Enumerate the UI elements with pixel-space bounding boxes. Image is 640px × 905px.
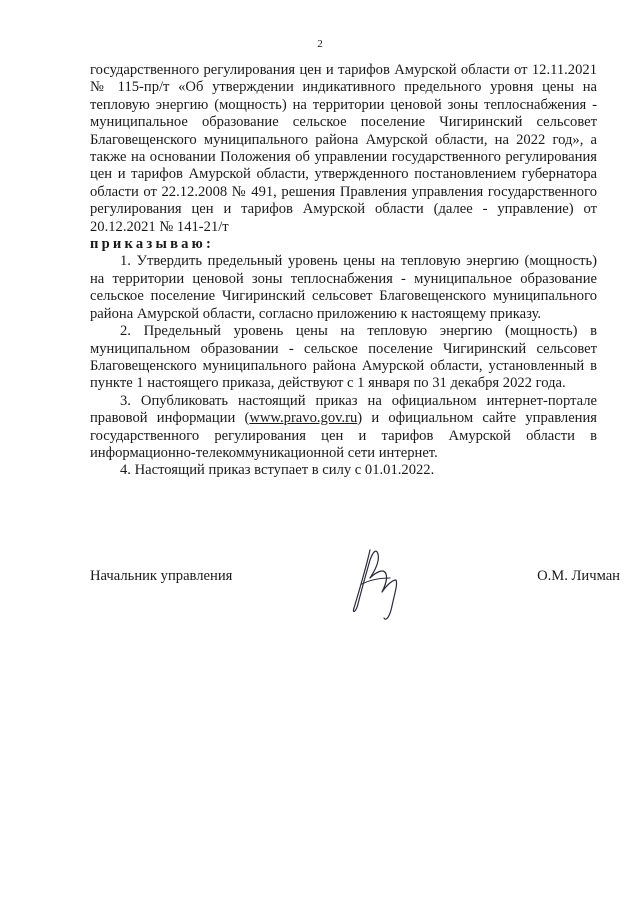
paragraph-item-2: 2. Предельный уровень цены на тепловую энергию (мощность) в муниципальном образовании - сельское поселение Чигиринский сельсовет Благовещенского муниципального района Амурской области, установленный в пункте 1 настоящего приказа, действуют с 1 января по 31 декабря 2022 года. <box>90 323 597 392</box>
document-body <box>90 62 597 480</box>
pravo-portal-link[interactable]: www.pravo.gov.ru <box>249 410 358 427</box>
paragraph-item-4: 4. Настоящий приказ вступает в силу с 01.01.2022. <box>120 462 435 479</box>
signature-block <box>90 538 620 628</box>
order-word: приказываю: <box>90 236 215 253</box>
signatory-position: Начальник управления <box>90 568 233 584</box>
page-number: 2 <box>317 38 323 50</box>
item-3-text-start: 3. Опубликовать настоящий приказ на официальном интернет-портале правовой информации ( <box>90 392 597 427</box>
paragraph-item-3 <box>90 393 597 463</box>
handwritten-signature <box>340 538 420 628</box>
paragraph-preamble: государственного регулирования цен и тарифов Амурской области от 12.11.2021 № 115-пр/т «Об утверждении индикативного предельного уровня цены на тепловую энергию (мощность) на территории ценовой зоны теплоснабжения - муниципальное образование сельское поселение Чигиринский сельсовет Благовещенского муниципального района Амурской области, на 2022 год», а также на основании Положения об управлении государственного регулирования цен и тарифов Амурской области, утвержденного постановлением губернатора области от 22.12.2008 № 491, решения Правления управления государственного регулирования цен и тарифов Амурской области (далее - управление) от 20.12.2021 № 141-21/т <box>90 62 597 235</box>
order-heading <box>90 236 597 253</box>
signatory-name: О.М. Личман <box>537 568 620 584</box>
item-3-text-end: ) и официальном сайте управления государственного регулирования цен и тарифов Амурской области в информационно-телекоммуникационной сети интернет. <box>90 410 598 461</box>
paragraph-item-1: 1. Утвердить предельный уровень цены на тепловую энергию (мощность) на территории ценовой зоны теплоснабжения - муниципальное образование сельское поселение Чигиринский сельсовет Благовещенского муниципального района Амурской области, согласно приложению к настоящему приказу. <box>90 253 597 322</box>
